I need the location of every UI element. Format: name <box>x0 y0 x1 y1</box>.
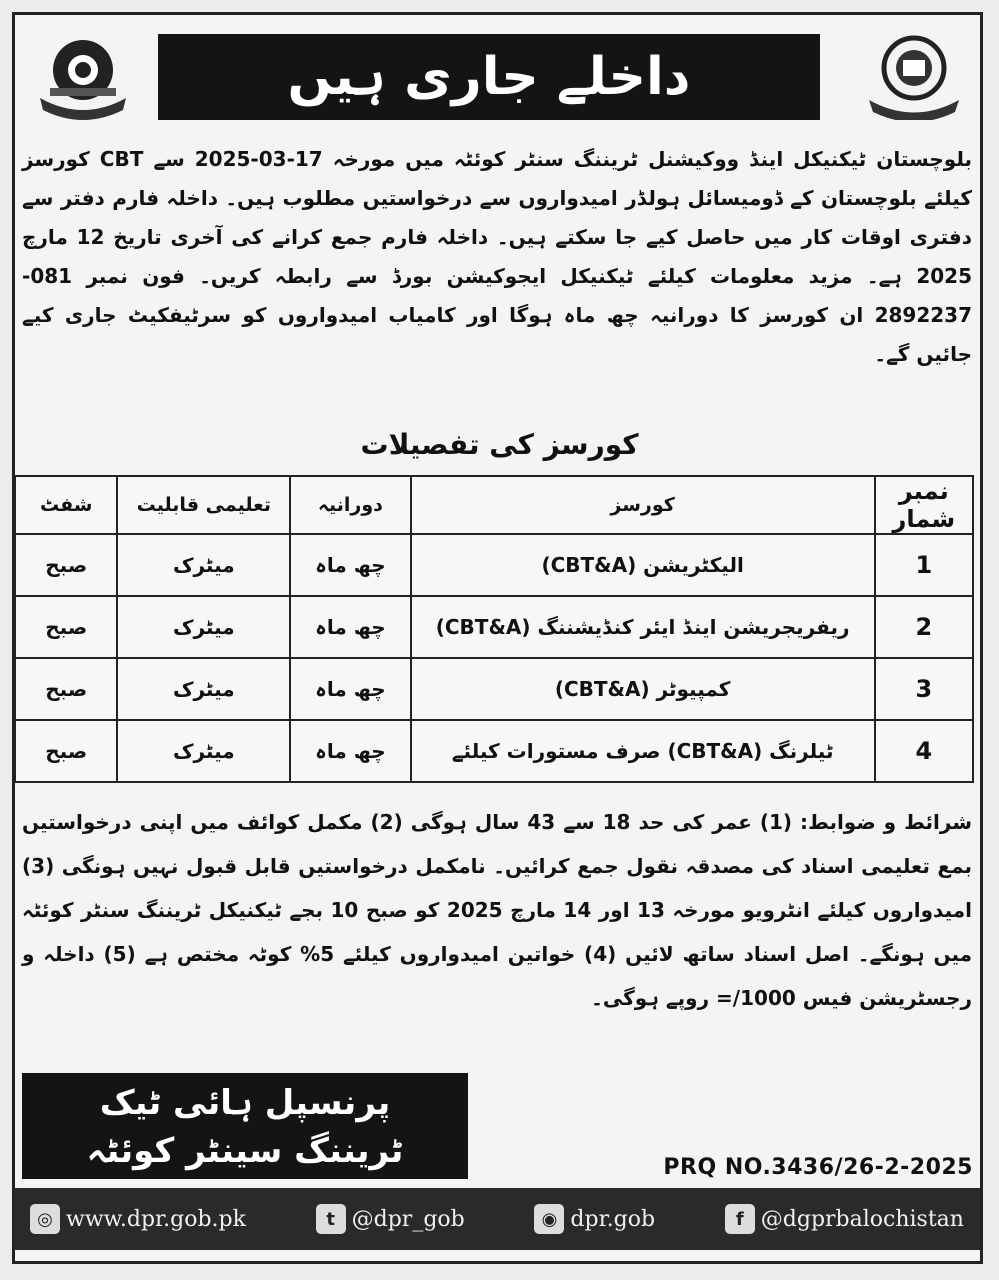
instagram-icon: ◉ <box>534 1204 564 1234</box>
instagram-link[interactable] <box>534 1204 655 1234</box>
table-row <box>15 720 973 782</box>
cell-shift: صبح <box>15 658 117 720</box>
page-title-banner: داخلے جاری ہیں <box>158 34 820 120</box>
cell-course: ٹیلرنگ (CBT&A) صرف مستورات کیلئے <box>411 720 875 782</box>
twitter-text: @dpr_gob <box>351 1206 465 1232</box>
cell-shift: صبح <box>15 720 117 782</box>
facebook-text: @dgprbalochistan <box>760 1206 964 1232</box>
website-link[interactable] <box>30 1204 246 1234</box>
cell-number: 3 <box>875 658 973 720</box>
courses-heading: کورسز کی تفصیلات <box>360 428 639 461</box>
cell-shift: صبح <box>15 534 117 596</box>
header-course: کورسز <box>411 476 875 534</box>
cell-duration: چھ ماہ <box>290 534 411 596</box>
instagram-text: dpr.gob <box>570 1206 656 1232</box>
cell-qualification: میٹرک <box>117 720 290 782</box>
cell-duration: چھ ماہ <box>290 658 411 720</box>
twitter-icon: t <box>316 1204 346 1234</box>
cell-number: 2 <box>875 596 973 658</box>
cell-qualification: میٹرک <box>117 658 290 720</box>
cell-course: کمپیوٹر (CBT&A) <box>411 658 875 720</box>
table-header-row <box>15 476 973 534</box>
principal-signature-block <box>22 1073 468 1179</box>
cell-course: الیکٹریشن (CBT&A) <box>411 534 875 596</box>
table-row <box>15 658 973 720</box>
left-emblem-icon <box>28 30 138 120</box>
cell-qualification: میٹرک <box>117 596 290 658</box>
prq-number: PRQ NO.3436/26-2-2025 <box>663 1155 973 1180</box>
cell-number: 4 <box>875 720 973 782</box>
cell-qualification: میٹرک <box>117 534 290 596</box>
cell-number: 1 <box>875 534 973 596</box>
right-emblem-icon <box>859 30 969 120</box>
facebook-link[interactable] <box>725 1204 964 1234</box>
social-footer <box>14 1188 980 1250</box>
cell-course: ریفریجریشن اینڈ ایئر کنڈیشننگ (CBT&A) <box>411 596 875 658</box>
cell-duration: چھ ماہ <box>290 596 411 658</box>
courses-table <box>14 475 974 783</box>
conditions-paragraph: شرائط و ضوابط: (1) عمر کی حد 18 سے 43 سال ہوگی (2) مکمل کوائف میں اپنی درخواستیں بمع تعلیمی اسناد کی مصدقہ نقول جمع کرائیں۔ نامکمل درخواستیں قابل قبول نہیں ہونگی (3) امیدواروں کیلئے انٹرویو مورخہ 13 اور 14 مارچ 2025 کو صبح 10 بجے ٹیکنیکل ٹریننگ سنٹر کوئٹہ میں ہونگے۔ اصل اسناد ساتھ لائیں (4) خواتین امیدواروں کیلئے 5% کوٹہ مختص ہے (5) داخلہ و رجسٹریشن فیس 1000/= روپے ہوگی۔ <box>22 810 972 1010</box>
cell-duration: چھ ماہ <box>290 720 411 782</box>
header-qualification: تعلیمی قابلیت <box>117 476 290 534</box>
website-text: www.dpr.gob.pk <box>66 1206 246 1232</box>
facebook-icon: f <box>725 1204 755 1234</box>
globe-icon: ◎ <box>30 1204 60 1234</box>
table-row <box>15 596 973 658</box>
twitter-link[interactable] <box>316 1204 465 1234</box>
table-row <box>15 534 973 596</box>
cell-shift: صبح <box>15 596 117 658</box>
principal-line-1: پرنسپل ہائی ٹیک <box>99 1083 391 1123</box>
header-number: نمبر شمار <box>875 476 973 534</box>
header-duration: دورانیہ <box>290 476 411 534</box>
principal-line-2: ٹریننگ سینٹر کوئٹہ <box>86 1131 404 1171</box>
header-shift: شفٹ <box>15 476 117 534</box>
intro-paragraph: بلوچستان ٹیکنیکل اینڈ ووکیشنل ٹریننگ سنٹر کوئٹہ میں مورخہ 17-03-2025 سے CBT کورسز کیلئے بلوچستان کے ڈومیسائل ہولڈر امیدواروں سے درخواستیں مطلوب ہیں۔ داخلہ فارم دفتر سے دفتری اوقات کار میں حاصل کیے جا سکتے ہیں۔ داخلہ فارم جمع کرانے کی آخری تاریخ 12 مارچ 2025 ہے۔ مزید معلومات کیلئے ٹیکنیکل ایجوکیشن بورڈ سے رابطہ کریں۔ فون نمبر 081-2892237 ان کورسز کا دورانیہ چھ ماہ ہوگا اور کامیاب امیدواروں کو سرٹیفکیٹ جاری کیے جائیں گے۔ <box>22 147 972 366</box>
